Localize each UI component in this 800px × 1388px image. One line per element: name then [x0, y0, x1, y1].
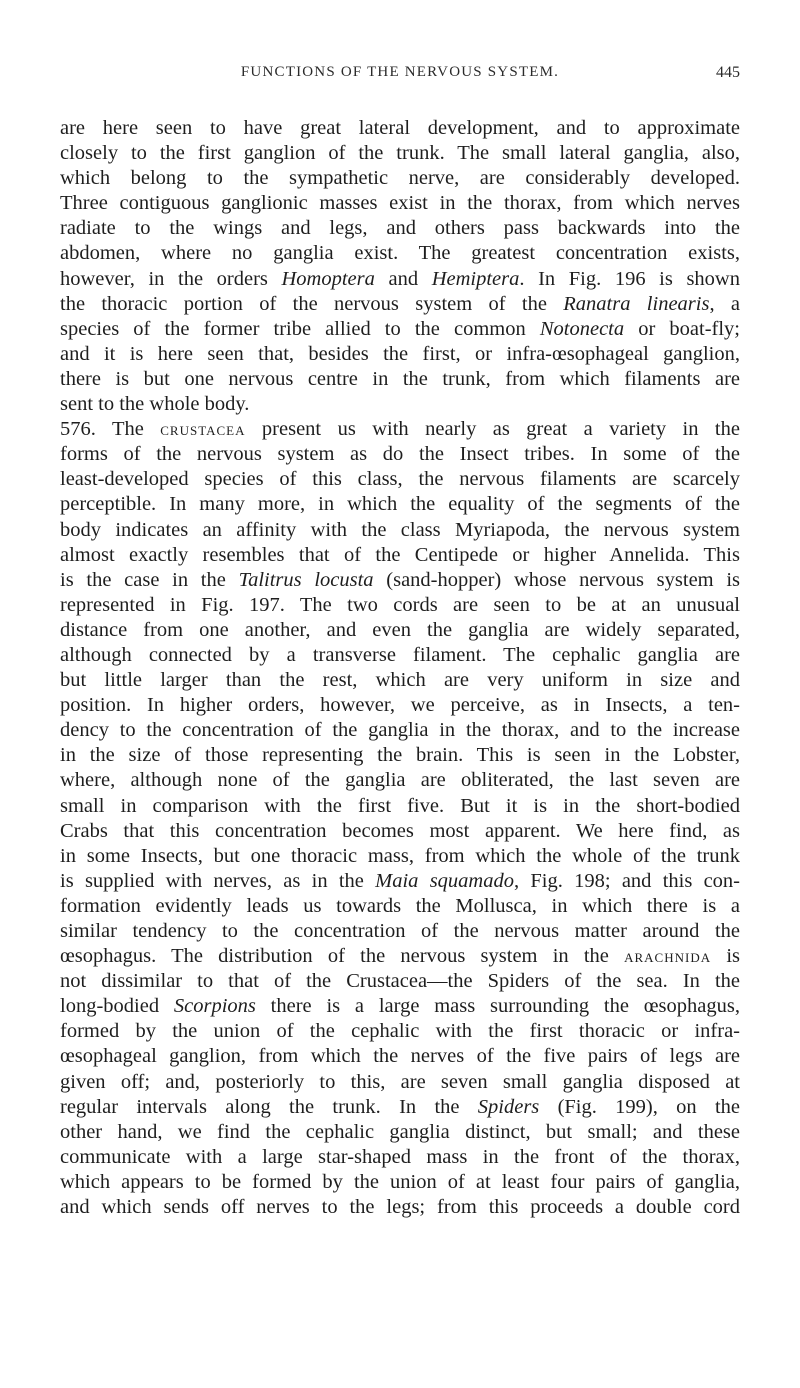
- text-line: perceptible. In many more, in which the equality of the segments of the: [60, 493, 740, 516]
- text-line: but little larger than the rest, which are very uniform in size and: [60, 669, 740, 692]
- text-line: similar tendency to the concentration of the nervous matter around the: [60, 920, 740, 942]
- running-head: [60, 64, 740, 88]
- text-line: is the case in the Talitrus locusta (sand-hopper) whose nervous system is: [60, 568, 741, 591]
- text-line: almost exactly resembles that of the Centipede or higher Annelida. This: [60, 543, 740, 566]
- text-line: long-bodied Scorpions there is a large mass surrounding the œsophagus,: [60, 995, 740, 1018]
- text-line: radiate to the wings and legs, and others pass backwards into the: [60, 217, 740, 240]
- text-line: least-developed species of this class, the nervous filaments are scarcely: [60, 468, 740, 491]
- text-line: position. In higher orders, however, we perceive, as in Insects, a ten-: [60, 694, 740, 717]
- text-line: distance from one another, and even the ganglia are widely separated,: [60, 618, 740, 641]
- text-line: œsophagus. The distribution of the nervous system in the arachnida is: [60, 945, 740, 968]
- text-line: communicate with a large star-shaped mass in the front of the thorax,: [60, 1145, 740, 1168]
- text-line: however, in the orders Homoptera and Hemiptera. In Fig. 196 is shown: [60, 267, 740, 290]
- text-line: Crabs that this concentration becomes most apparent. We here find, as: [60, 819, 740, 842]
- text-line: the thoracic portion of the nervous system of the Ranatra linearis, a: [60, 292, 740, 315]
- text-line: dency to the concentration of the ganglia in the thorax, and to the increase: [60, 719, 740, 742]
- text-line: formation evidently leads us towards the Mollusca, in which there is a: [60, 894, 740, 917]
- page-number: 445: [716, 64, 740, 81]
- text-line: in some Insects, but one thoracic mass, from which the whole of the trunk: [60, 844, 740, 867]
- text-line: small in comparison with the first five. But it is in the short-bodied: [60, 794, 740, 817]
- text-line: body indicates an affinity with the class Myriapoda, the nervous system: [60, 518, 740, 541]
- text-line: closely to the first ganglion of the trunk. The small lateral ganglia, also,: [60, 142, 740, 165]
- text-line: formed by the union of the cephalic with the first thoracic or infra-: [60, 1020, 740, 1043]
- text-line: and it is here seen that, besides the first, or infra-œsophageal ganglion,: [60, 342, 740, 365]
- text-line: sent to the whole body.: [60, 393, 250, 416]
- text-line: forms of the nervous system as do the Insect tribes. In some of the: [60, 443, 740, 466]
- text-line: other hand, we find the cephalic ganglia distinct, but small; and these: [60, 1120, 740, 1143]
- text-line: species of the former tribe allied to the common Notonecta or boat-fly;: [60, 317, 740, 340]
- text-line: which appears to be formed by the union of at least four pairs of ganglia,: [60, 1170, 740, 1193]
- text-line: abdomen, where no ganglia exist. The greatest concentration exists,: [60, 242, 740, 265]
- text-line: 576. The crustacea present us with nearly as great a variety in the: [60, 418, 740, 441]
- text-line: œsophageal ganglion, from which the nerves of the five pairs of legs are: [60, 1045, 740, 1068]
- text-line: represented in Fig. 197. The two cords are seen to be at an unusual: [60, 593, 740, 616]
- text-line: where, although none of the ganglia are obliterated, the last seven are: [60, 769, 740, 792]
- text-line: is supplied with nerves, as in the Maia squamado, Fig. 198; and this con-: [60, 869, 741, 892]
- text-line: regular intervals along the trunk. In the Spiders (Fig. 199), on the: [60, 1095, 740, 1118]
- running-title: FUNCTIONS OF THE NERVOUS SYSTEM.: [240, 64, 560, 80]
- body-text: [60, 116, 740, 1220]
- text-line: in the size of those representing the brain. This is seen in the Lobster,: [60, 744, 740, 767]
- text-line: are here seen to have great lateral development, and to approximate: [60, 117, 740, 139]
- text-line: there is but one nervous centre in the trunk, from which filaments are: [60, 367, 740, 390]
- text-line: given off; and, posteriorly to this, are seven small ganglia disposed at: [60, 1070, 740, 1093]
- text-line: although connected by a transverse filament. The cephalic ganglia are: [60, 643, 740, 666]
- text-line: which belong to the sympathetic nerve, are considerably developed.: [60, 167, 740, 190]
- text-line: not dissimilar to that of the Crustacea—the Spiders of the sea. In the: [60, 970, 740, 993]
- text-line: Three contiguous ganglionic masses exist in the thorax, from which nerves: [60, 192, 740, 215]
- text-line: and which sends off nerves to the legs; from this proceeds a double cord: [60, 1196, 740, 1219]
